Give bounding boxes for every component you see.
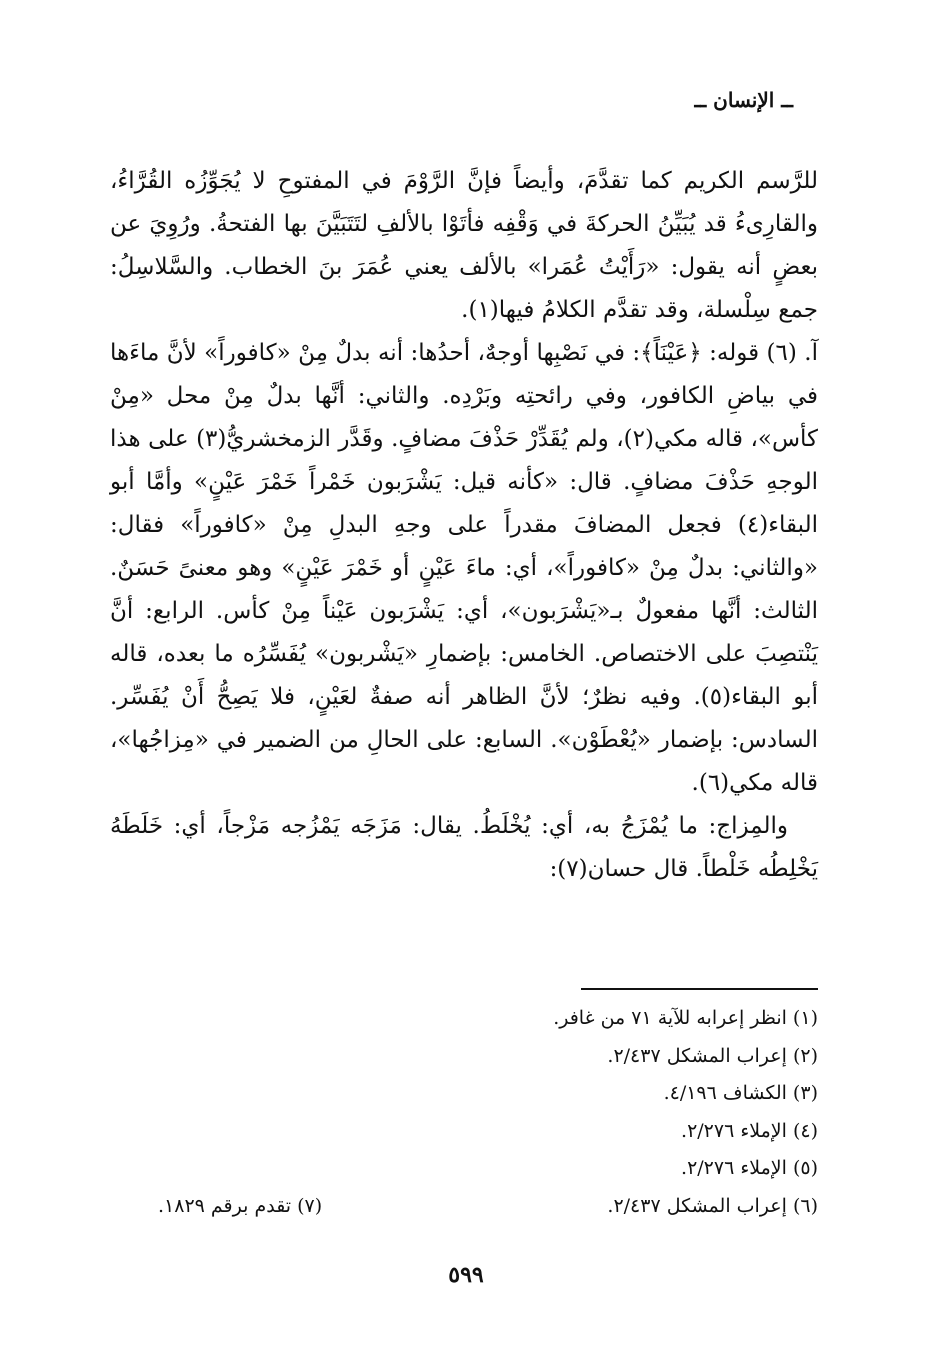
footnote-last-row: [158, 1188, 818, 1226]
paragraph-1: للرَّسم الكريم كما تقدَّمَ، وأيضاً فإنَّ الرَّوْمَ في المفتوحِ لا يُجَوِّزُه القُرَّاءُ، والقارِىءُ قد يُبَيِّنُ الحركةَ في وَقْفِه فأتَوْا بالألفِ لتَتَبَيَّنَ بها الفتحةُ. ورُوِيَ عن بعضٍ أنه يقول: «رَأَيْتُ عُمَرا» بالألف يعني عُمَرَ بنَ الخطاب. والسَّلاسِلُ: جمع سِلْسلة، وقد تقدَّم الكلامُ فيها(١).: [110, 168, 818, 323]
footnote-3: (٣) الكشاف ٤/١٩٦.: [663, 1082, 818, 1105]
paragraph-2: آ. (٦) قوله: ﴿عَيْنَاً﴾: في نَصْبِها أوجهٌ، أحدُها: أنه بدلٌ مِنْ «كافوراً» لأنَّ ماءَها في بياضِ الكافور، وفي رائحتِه وبَرْدِه. والثاني: أنَّها بدلٌ مِنْ محل «مِنْ كأس»، قاله مكي(٢)، ولم يُقَدِّرْ حَذْفَ مضافٍ. وقَدَّر الزمخشريُّ(٣) على هذا الوجهِ حَذْفَ مضافٍ. قال: «كأنه قيل: يَشْرَبون خَمْراً خَمْرَ عَيْنٍ» وأمَّا أبو البقاء(٤) فجعل المضافَ مقدراً على وجهِ البدلِ مِنْ «كافوراً» فقال: «والثاني: بدلٌ مِنْ «كافوراً»، أي: ماءَ عَيْنٍ أو خَمْرَ عَيْنٍ» وهو معنىً حَسَنٌ. الثالث: أنَّها مفعولٌ بـ«يَشْرَبون»، أي: يَشْرَبون عَيْناً مِنْ كأس. الرابع: أنَّ يَنْتصِبَ على الاختصاص. الخامس: بإضمارِ «يَشْربون» يُفَسِّرُه ما بعده، قاله أبو البقاء(٥). وفيه نظرٌ؛ لأنَّ الظاهر أنه صفةٌ لعَيْنٍ، فلا يَصِحُّ أَنْ يُفَسِّر. السادس: بإضمار «يُعْطَوْن». السابع: على الحالِ من الضمير في «مِزاجُها»، قاله مكي(٦).: [110, 340, 818, 796]
footnote-2: (٢) إعراب المشكل ٢/٤٣٧.: [607, 1044, 818, 1067]
footnote-6: (٦) إعراب المشكل ٢/٤٣٧.: [607, 1194, 818, 1217]
footnote-5: (٥) الإملاء ٢/٢٧٦.: [681, 1157, 818, 1180]
footnote-1: (١) انظر إعرابه للآية ٧١ من غافر.: [553, 1007, 818, 1029]
running-head: ــ الإنسان ــ: [694, 88, 793, 112]
main-text: [110, 160, 818, 891]
footnotes: [110, 1000, 818, 1226]
footnote-7: (٧) تقدم برقم ١٨٢٩.: [158, 1194, 323, 1217]
footnote-separator: [581, 988, 818, 990]
page-number: ٥٩٩: [448, 1262, 484, 1288]
footnote-4: (٤) الإملاء ٢/٢٧٦.: [681, 1119, 818, 1142]
paragraph-3: والمِزاج: ما يُمْزَجُ به، أي: يُخْلَطُ. يقال: مَزَجَه يَمْزُجه مَزْجاً، أي: خَلَطَهُ يَخْلِطُه خَلْطاً. قال حسان(٧):: [110, 813, 818, 882]
